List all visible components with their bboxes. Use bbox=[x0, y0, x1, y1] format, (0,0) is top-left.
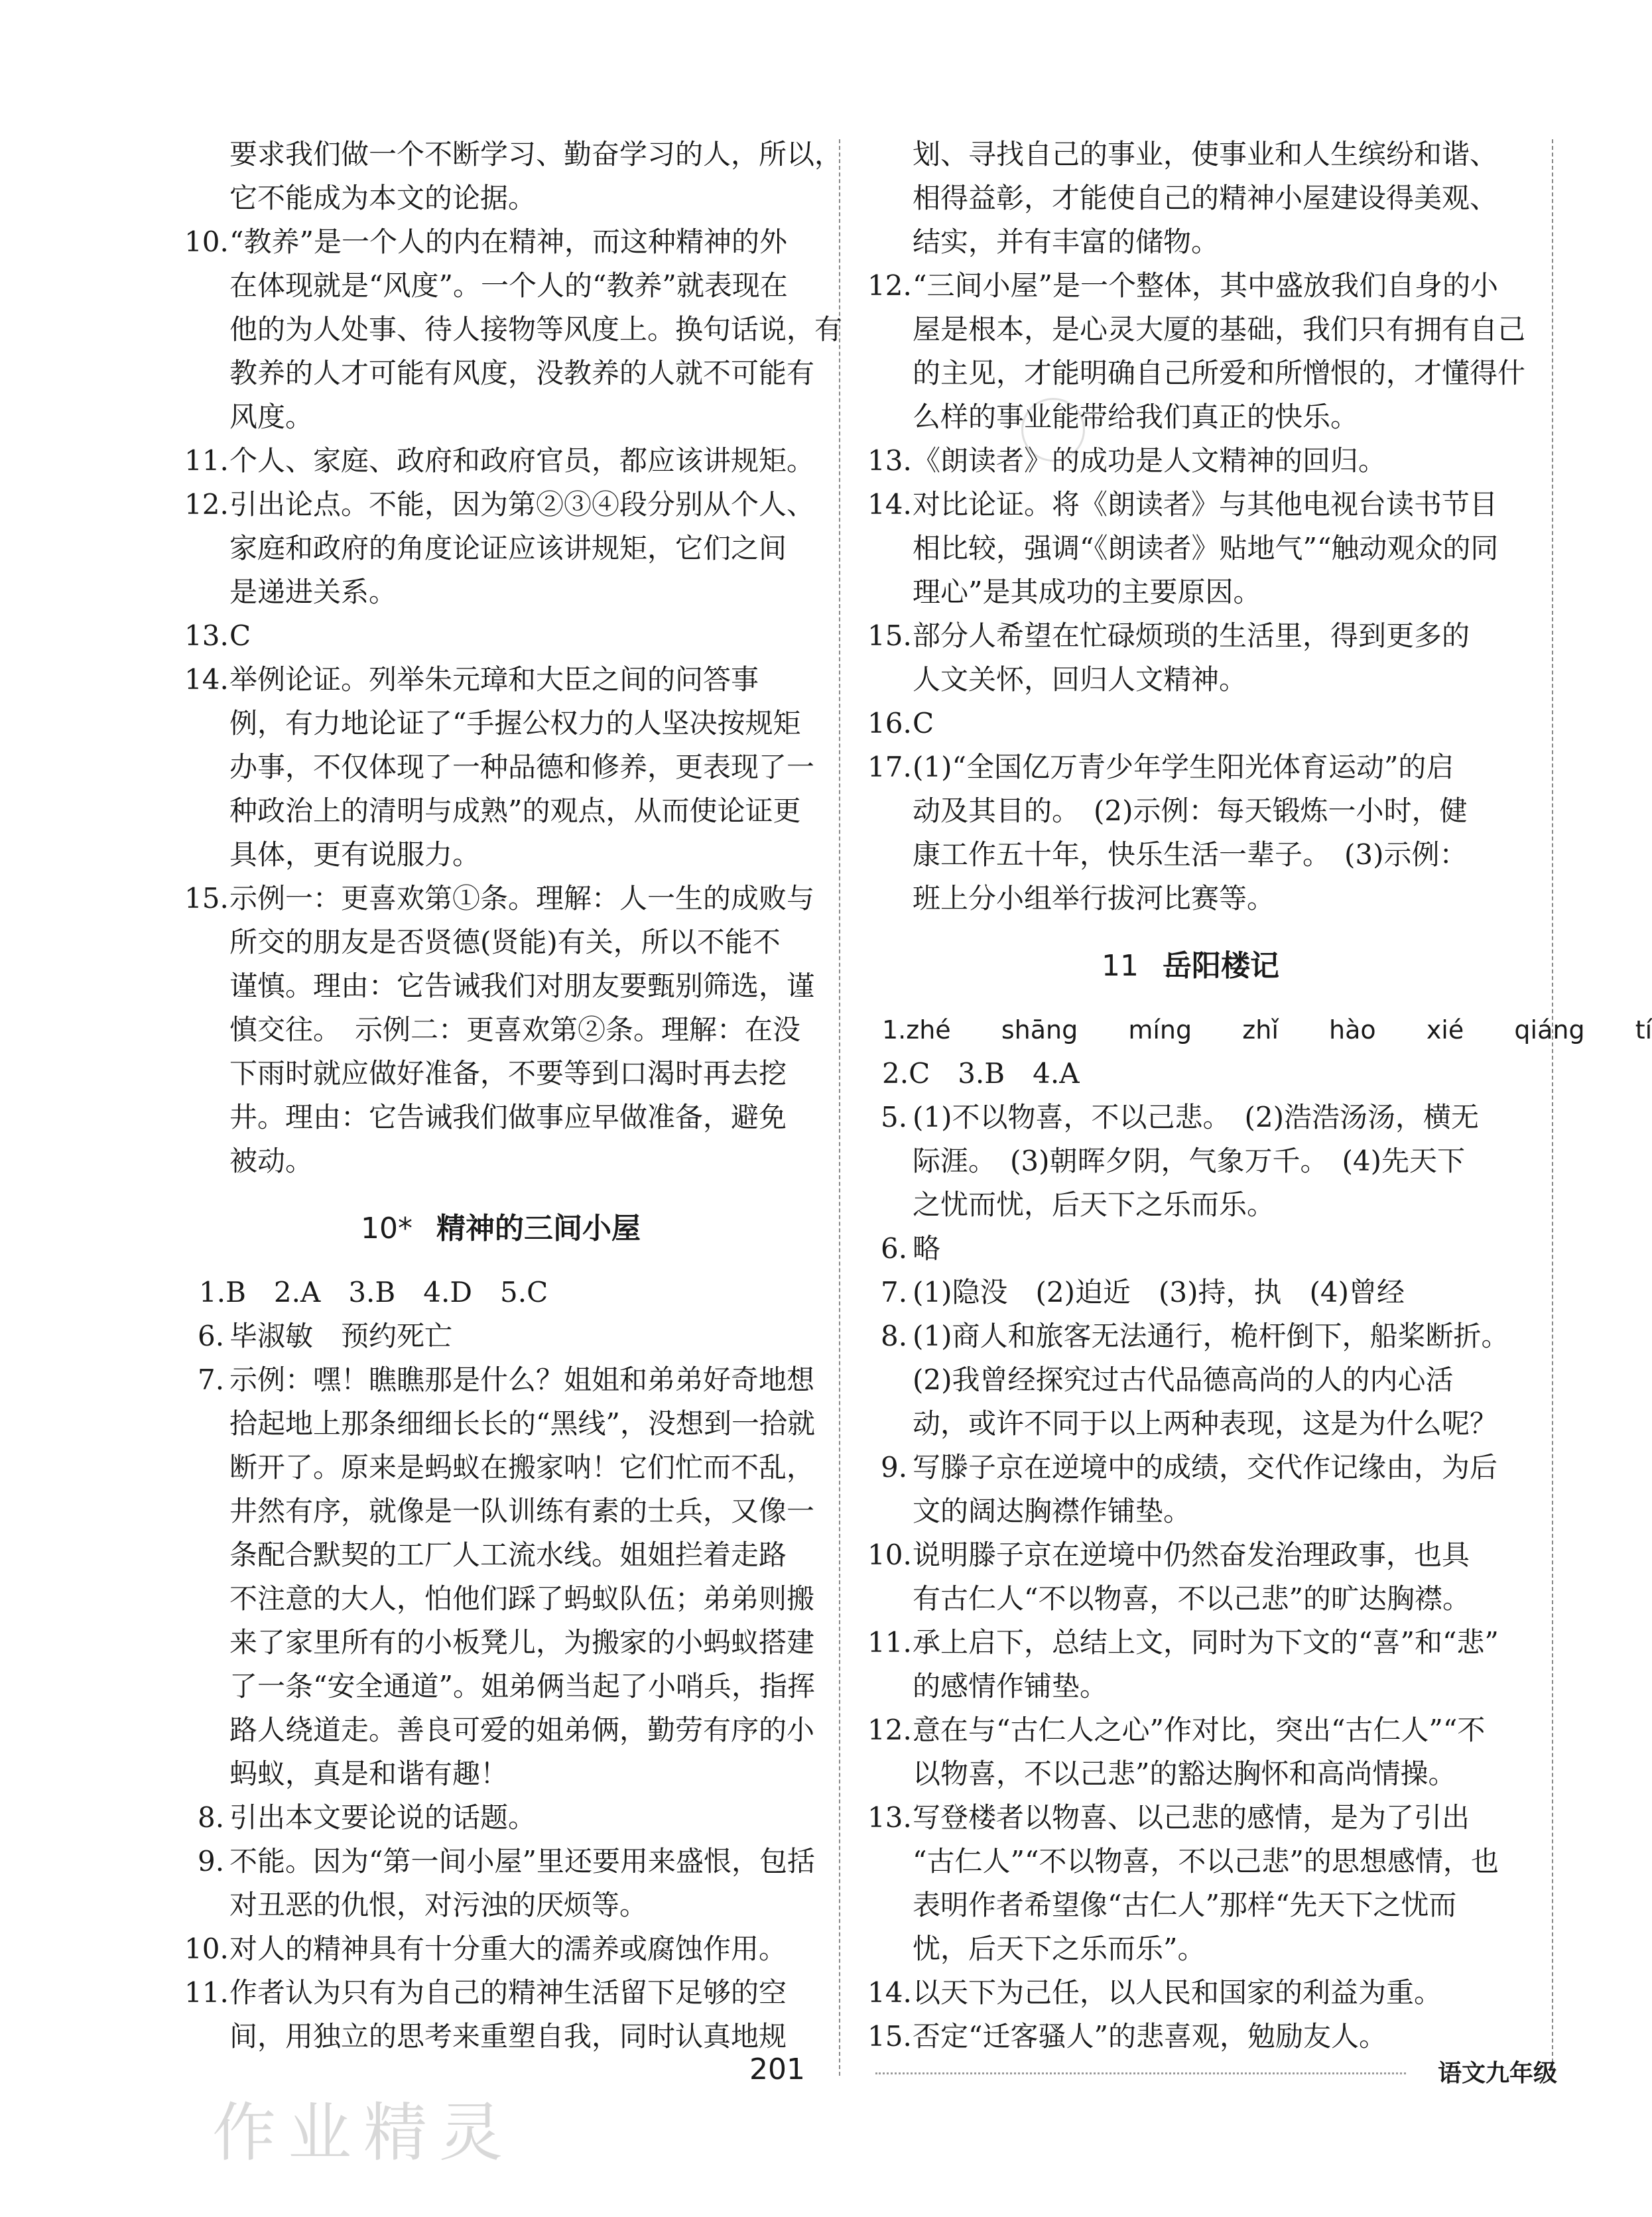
answer-number: 9. bbox=[881, 1451, 908, 1484]
answer-line: 慎交往。 示例二：更喜欢第②条。理解：在没 bbox=[229, 1013, 801, 1046]
answer-number: 8. bbox=[881, 1320, 908, 1352]
answer-number: 12. bbox=[867, 1714, 912, 1746]
answer-line: (1)商人和旅客无法通行，桅杆倒下，船桨断折。 bbox=[913, 1320, 1509, 1352]
right-margin-rule bbox=[1552, 139, 1553, 2076]
answer-line: 作者认为只有为自己的精神生活留下足够的空 bbox=[229, 1976, 787, 2009]
watermark-text: 作业精灵 bbox=[212, 2096, 515, 2170]
answer-item bbox=[184, 483, 815, 614]
answer-item bbox=[184, 658, 815, 877]
answer-line: 种政治上的清明与成熟”的观点，从而使论证更 bbox=[229, 794, 801, 827]
answer-number: 14. bbox=[867, 488, 912, 521]
answer-number: 11. bbox=[184, 1976, 229, 2009]
answer-line: 以物喜，不以己悲”的豁达胸怀和高尚情操。 bbox=[913, 1757, 1456, 1790]
answer-line: 承上启下，总结上文，同时为下文的“喜”和“悲” bbox=[913, 1626, 1499, 1659]
answer-line: 不能。因为“第一间小屋”里还要用来盛恨，包括 bbox=[229, 1845, 815, 1877]
answer-item bbox=[882, 1271, 1499, 1314]
answer-line: 断开了。原来是蚂蚁在搬家呐！它们忙而不乱， bbox=[229, 1451, 815, 1484]
answer-number: 11. bbox=[184, 444, 229, 477]
answer-line: 写滕子京在逆境中的成绩，交代作记缘由，为后 bbox=[913, 1451, 1498, 1484]
answer-number: 10. bbox=[867, 1539, 912, 1571]
answer-line: (2)我曾经探究过古代品德高尚的人的内心活 bbox=[913, 1363, 1454, 1396]
answer-item bbox=[867, 2015, 1499, 2059]
answer-number: 10. bbox=[184, 225, 229, 258]
column-divider bbox=[839, 139, 840, 2076]
right-column bbox=[867, 133, 1652, 2059]
continued-answer bbox=[199, 133, 843, 220]
answer-line: 个人、家庭、政府和政府官员，都应该讲规矩。 bbox=[229, 444, 815, 477]
answer-line: 的感情作铺垫。 bbox=[913, 1670, 1108, 1702]
answer-number: 9. bbox=[198, 1845, 225, 1877]
left-column bbox=[184, 133, 843, 2059]
answer-line: “教养”是一个人的内在精神，而这种精神的外 bbox=[229, 225, 787, 258]
answer-number: 6. bbox=[881, 1232, 908, 1265]
answer-item bbox=[867, 439, 1499, 483]
answer-number: 14. bbox=[867, 1976, 912, 2009]
answer-item bbox=[184, 1971, 802, 2059]
answer-number: 12. bbox=[184, 488, 229, 521]
answer-item bbox=[867, 264, 1526, 439]
answer-line: 动，或许不同于以上两种表现，这是为什么呢？ bbox=[913, 1407, 1498, 1440]
answer-line: 例，有力地论证了“手握公权力的人坚决按规矩 bbox=[229, 707, 801, 739]
answer-line: (1)“全国亿万青少年学生阳光体育运动”的启 bbox=[913, 751, 1454, 783]
answer-number: 13. bbox=[184, 619, 229, 652]
section-number: 11 bbox=[1102, 949, 1139, 983]
answer-number: 15. bbox=[867, 619, 912, 652]
section-heading: 精神的三间小屋 bbox=[436, 1212, 641, 1245]
section-number: 10* bbox=[361, 1212, 413, 1245]
answer-line: “古仁人”“不以物喜，不以己悲”的思想感情，也 bbox=[913, 1845, 1499, 1877]
page-number: 201 bbox=[749, 2053, 805, 2086]
answer-item bbox=[199, 1271, 802, 1314]
answer-line: C bbox=[913, 707, 934, 739]
answer-number: 7. bbox=[198, 1363, 225, 1396]
answer-item bbox=[184, 220, 843, 439]
answer-line: 忧，后天下之乐而乐”。 bbox=[913, 1932, 1206, 1965]
answer-line: 他的为人处事、待人接物等风度上。换句话说，有 bbox=[229, 313, 843, 346]
answer-line: 所交的朋友是否贤德(贤能)有关，所以不能不 bbox=[229, 926, 781, 958]
answer-line: 否定“迁客骚人”的悲喜观，勉励友人。 bbox=[913, 2020, 1387, 2053]
answer-item bbox=[881, 1314, 1509, 1446]
answer-line: 相比较，强调“《朗读者》贴地气”“触动观众的同 bbox=[913, 532, 1499, 564]
answer-number: 14. bbox=[184, 663, 229, 696]
answer-line: 以天下为己任，以人民和国家的利益为重。 bbox=[913, 1976, 1442, 2009]
answer-line: 么样的事业能带给我们真正的快乐。 bbox=[913, 401, 1359, 433]
answer-line: 的主见，才能明确自己所爱和所憎恨的，才懂得什 bbox=[913, 357, 1526, 389]
answer-line: 要求我们做一个不断学习、勤奋学习的人，所以， bbox=[229, 138, 843, 170]
answer-item bbox=[882, 1227, 1499, 1271]
answer-line: (1)不以物喜，不以己悲。 (2)浩浩汤汤，横无 bbox=[913, 1101, 1479, 1133]
answer-line: 路人绕道走。善良可爱的姐弟俩，勤劳有序的小 bbox=[229, 1714, 815, 1746]
answer-item bbox=[199, 1314, 802, 1358]
answer-line: 表明作者希望像“古仁人”那样“先天下之忧而 bbox=[913, 1889, 1457, 1921]
answer-line: 不注意的大人，怕他们踩了蚂蚁队伍；弟弟则搬 bbox=[229, 1582, 815, 1615]
answer-line: 意在与“古仁人之心”作对比，突出“古仁人”“不 bbox=[913, 1714, 1486, 1746]
answer-number: 10. bbox=[184, 1932, 229, 1965]
answer-number: 16. bbox=[867, 707, 912, 739]
answer-line: 它不能成为本文的论据。 bbox=[229, 182, 537, 214]
answer-line: 文的阔达胸襟作铺垫。 bbox=[913, 1495, 1192, 1527]
answer-item bbox=[184, 439, 815, 483]
answer-number: 13. bbox=[867, 444, 912, 477]
answer-line: 划、寻找自己的事业，使事业和人生缤纷和谐、 bbox=[913, 138, 1498, 170]
answer-number: 15. bbox=[184, 882, 229, 915]
answer-item bbox=[867, 483, 1499, 614]
answer-line: 理心”是其成功的主要原因。 bbox=[913, 576, 1261, 608]
section-heading: 岳阳楼记 bbox=[1163, 949, 1279, 983]
answer-number: 17. bbox=[867, 751, 912, 783]
answer-line: 毕淑敏 预约死亡 bbox=[229, 1320, 453, 1352]
answer-line: 蚂蚁，真是和谐有趣！ bbox=[229, 1757, 509, 1790]
answer-line: 谨慎。理由：它告诫我们对朋友要甄别筛选，谨 bbox=[229, 970, 815, 1002]
answer-line: 是递进关系。 bbox=[229, 576, 397, 608]
answer-line: 略 bbox=[913, 1232, 941, 1265]
answer-item bbox=[867, 614, 1499, 702]
answer-number: 5. bbox=[881, 1101, 908, 1133]
answer-line: 被动。 bbox=[229, 1145, 314, 1177]
answer-item bbox=[882, 1052, 1499, 1096]
answer-line: 际涯。 (3)朝晖夕阴，气象万千。 (4)先天下 bbox=[913, 1145, 1465, 1177]
answer-line: 相得益彰，才能使自己的精神小屋建设得美观、 bbox=[913, 182, 1498, 214]
continued-answer bbox=[882, 133, 1499, 264]
answer-line: 对比论证。将《朗读者》与其他电视台读书节目 bbox=[913, 488, 1498, 521]
answer-item bbox=[867, 1708, 1499, 1796]
answer-number: 6. bbox=[198, 1320, 225, 1352]
book-label: 语文九年级 bbox=[1438, 2060, 1558, 2087]
answer-line: “三间小屋”是一个整体，其中盛放我们自身的小 bbox=[913, 269, 1498, 302]
pinyin-answer: 1.zhé shāng míng zhǐ hào xié qiáng tí bbox=[882, 1015, 1652, 1045]
answer-line: 来了家里所有的小板凳儿，为搬家的小蚂蚁搭建 bbox=[229, 1626, 815, 1659]
answer-item bbox=[867, 1533, 1499, 1621]
answer-line: 《朗读者》的成功是人文精神的回归。 bbox=[913, 444, 1387, 477]
answer-item bbox=[882, 1096, 1499, 1227]
section-title bbox=[199, 1207, 802, 1251]
answer-line: 引出本文要论说的话题。 bbox=[229, 1801, 537, 1834]
footer-dotted-rule bbox=[875, 2072, 1406, 2074]
answer-item bbox=[184, 614, 802, 658]
answer-line: 班上分小组举行拔河比赛等。 bbox=[913, 882, 1275, 915]
answer-line: 教养的人才可能有风度，没教养的人就不可能有 bbox=[229, 357, 815, 389]
answer-item bbox=[199, 1796, 802, 1840]
answer-line: 条配合默契的工厂人工流水线。姐姐拦着走路 bbox=[229, 1539, 787, 1571]
answer-line: 举例论证。列举朱元璋和大臣之间的问答事 bbox=[229, 663, 759, 696]
answer-line: 对人的精神具有十分重大的濡养或腐蚀作用。 bbox=[229, 1932, 787, 1965]
answer-item bbox=[867, 702, 1499, 745]
answer-line: 间，用独立的思考来重塑自我，同时认真地规 bbox=[229, 2020, 787, 2053]
answer-number: 15. bbox=[867, 2020, 912, 2053]
answer-number: 13. bbox=[867, 1801, 912, 1834]
answer-line: (1)隐没 (2)迫近 (3)持，执 (4)曾经 bbox=[913, 1276, 1405, 1308]
answer-line: 人文关怀，回归人文精神。 bbox=[913, 663, 1247, 696]
answer-line: 之忧而忧，后天下之乐而乐。 bbox=[913, 1188, 1275, 1221]
answer-line: 示例：嘿！瞧瞧那是什么？姐姐和弟弟好奇地想 bbox=[229, 1363, 815, 1396]
answer-line: 具体，更有说服力。 bbox=[229, 838, 481, 871]
answer-item bbox=[198, 1358, 815, 1796]
answer-line: 结实，并有丰富的储物。 bbox=[913, 225, 1220, 258]
answer-line: 康工作五十年，快乐生活一辈子。 (3)示例： bbox=[913, 838, 1468, 871]
answer-line: 家庭和政府的角度论证应该讲规矩，它们之间 bbox=[229, 532, 787, 564]
answer-number: 11. bbox=[867, 1626, 912, 1659]
answer-line: 了一条“安全通道”。姐弟俩当起了小哨兵，指挥 bbox=[229, 1670, 815, 1702]
answer-number: 8. bbox=[198, 1801, 225, 1834]
answer-line: 1.B 2.A 3.B 4.D 5.C bbox=[199, 1276, 548, 1308]
answer-item bbox=[882, 1446, 1499, 1533]
answer-item bbox=[184, 1927, 802, 1971]
answer-item bbox=[184, 877, 815, 1183]
answer-line: 风度。 bbox=[229, 401, 314, 433]
answer-line: 动及其目的。 (2)示例：每天锻炼一小时，健 bbox=[913, 794, 1468, 827]
answer-line: 对丑恶的仇恨，对污浊的厌烦等。 bbox=[229, 1889, 648, 1921]
answer-item bbox=[867, 1796, 1499, 1971]
answer-line: 办事，不仅体现了一种品德和修养，更表现了一 bbox=[229, 751, 815, 783]
answer-line: 引出论点。不能，因为第②③④段分别从个人、 bbox=[229, 488, 815, 521]
answer-number: 7. bbox=[881, 1276, 908, 1308]
answer-line: 有古仁人“不以物喜，不以己悲”的旷达胸襟。 bbox=[913, 1582, 1470, 1615]
answer-item bbox=[867, 745, 1499, 920]
answer-line: 井。理由：它告诫我们做事应早做准备，避免 bbox=[229, 1101, 787, 1133]
answer-line: 2.C 3.B 4.A bbox=[882, 1057, 1080, 1090]
section-title bbox=[882, 944, 1499, 988]
answer-line: 屋是根本，是心灵大厦的基础，我们只有拥有自己 bbox=[913, 313, 1526, 346]
answer-line: 写登楼者以物喜、以己悲的感情，是为了引出 bbox=[913, 1801, 1470, 1834]
answer-item bbox=[198, 1840, 815, 1927]
answer-line: C bbox=[229, 619, 251, 652]
answer-line: 下雨时就应做好准备，不要等到口渴时再去挖 bbox=[229, 1057, 787, 1090]
answer-line: 说明滕子京在逆境中仍然奋发治理政事，也具 bbox=[913, 1539, 1470, 1571]
answer-line: 在体现就是“风度”。一个人的“教养”就表现在 bbox=[229, 269, 788, 302]
answer-line: 示例一：更喜欢第①条。理解：人一生的成败与 bbox=[229, 882, 815, 915]
answer-item bbox=[867, 1621, 1499, 1708]
answer-item bbox=[867, 1971, 1499, 2015]
answer-line: 井然有序，就像是一队训练有素的士兵，又像一 bbox=[229, 1495, 815, 1527]
answer-line: 拾起地上那条细细长长的“黑线”，没想到一拾就 bbox=[229, 1407, 815, 1440]
answer-number: 12. bbox=[867, 269, 912, 302]
answer-line: 部分人希望在忙碌烦琐的生活里，得到更多的 bbox=[913, 619, 1470, 652]
